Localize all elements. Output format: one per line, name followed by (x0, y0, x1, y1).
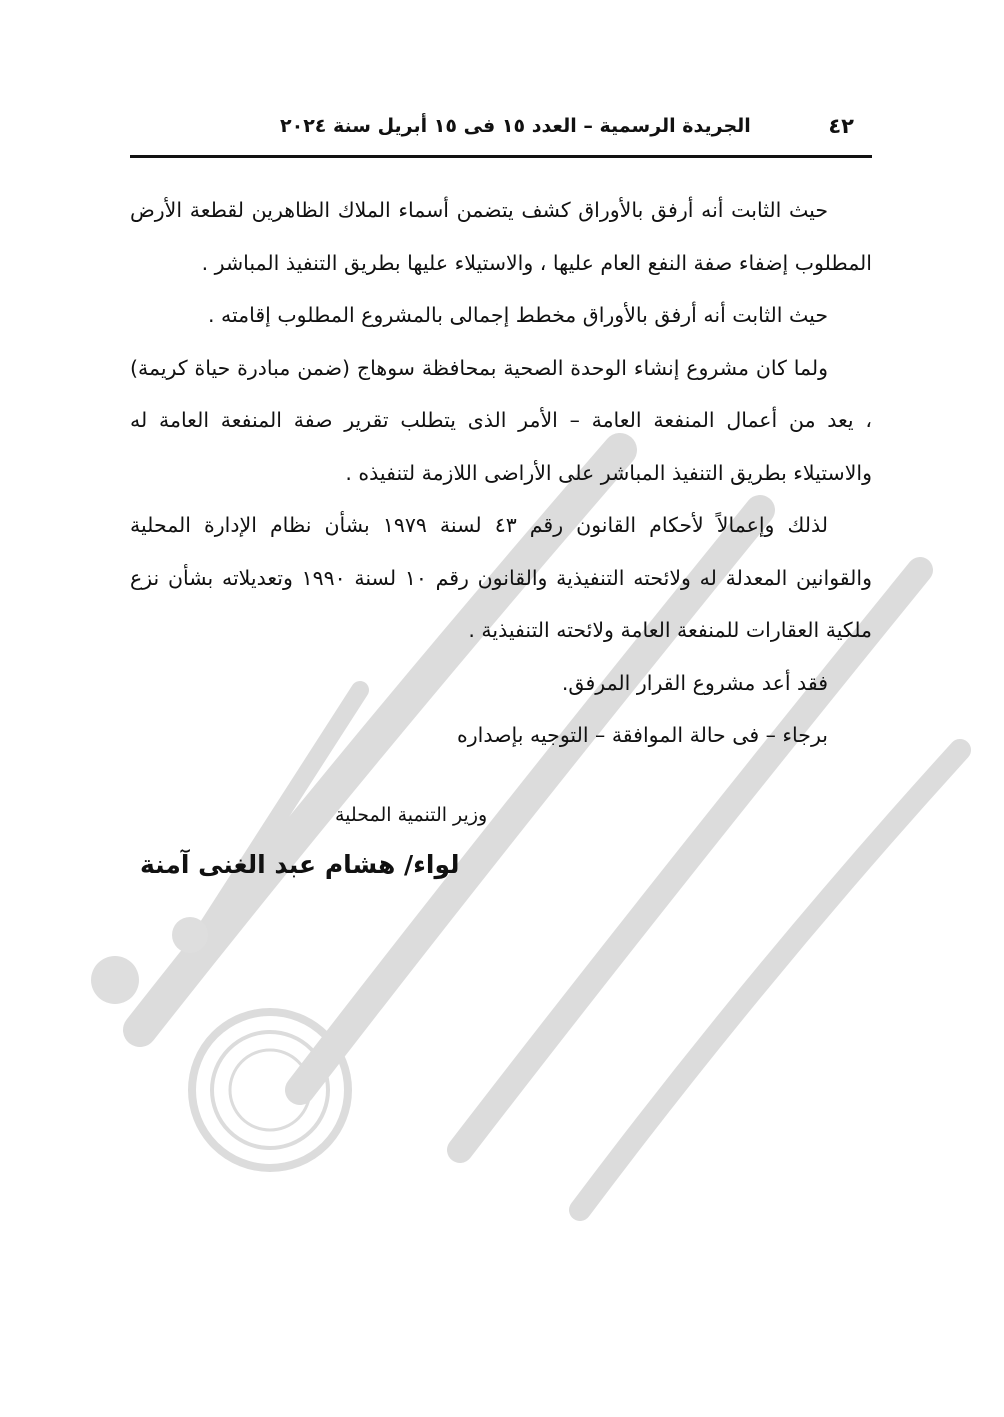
paragraph: برجاء – فى حالة الموافقة – التوجيه بإصداره (457, 723, 828, 747)
paragraph: حيث الثابت أنه أرفق بالأوراق مخطط إجمالى بالمشروع المطلوب إقامته . (207, 303, 828, 327)
paragraph: فقد أعد مشروع القرار المرفق. (561, 670, 828, 695)
decree-body (130, 184, 872, 762)
paragraph: حيث الثابت أنه أرفق بالأوراق كشف يتضمن أسماء الملاك الظاهرين لقطعة الأرض المطلوب إضفاء صفة النفع العام عليها ، والاستيلاء عليها بطريق التنفيذ المباشر . (130, 198, 872, 275)
page-number: ٤٢ (828, 114, 854, 138)
signature-block (130, 800, 872, 920)
minister-title: وزير التنمية المحلية (335, 804, 488, 826)
paragraph: لذلك وإعمالاً لأحكام القانون رقم ٤٣ لسنة ١٩٧٩ بشأن نظام الإدارة المحلية والقوانين المعدلة له ولائحته التنفيذية والقانون رقم ١٠ لسنة ١٩٩٠ وتعديلاته بشأن نزع ملكية العقارات للمنفعة العامة ولائحته التنفيذية . (130, 513, 872, 642)
minister-name: لواء/ هشام عبد الغنى آمنة (140, 850, 460, 879)
gazette-header-title: الجريدة الرسمية – العدد ١٥ فى ١٥ أبريل سنة ٢٠٢٤ (280, 115, 751, 137)
header-divider (130, 155, 872, 158)
paragraph: ولما كان مشروع إنشاء الوحدة الصحية بمحافظة سوهاج (ضمن مبادرة حياة كريمة) ، يعد من أعمال المنفعة العامة – الأمر الذى يتطلب تقرير صفة المنفعة العامة له والاستيلاء بطريق التنفيذ المباشر على الأراضى اللازمة لتنفيذه . (130, 355, 872, 485)
page-header (130, 112, 872, 152)
